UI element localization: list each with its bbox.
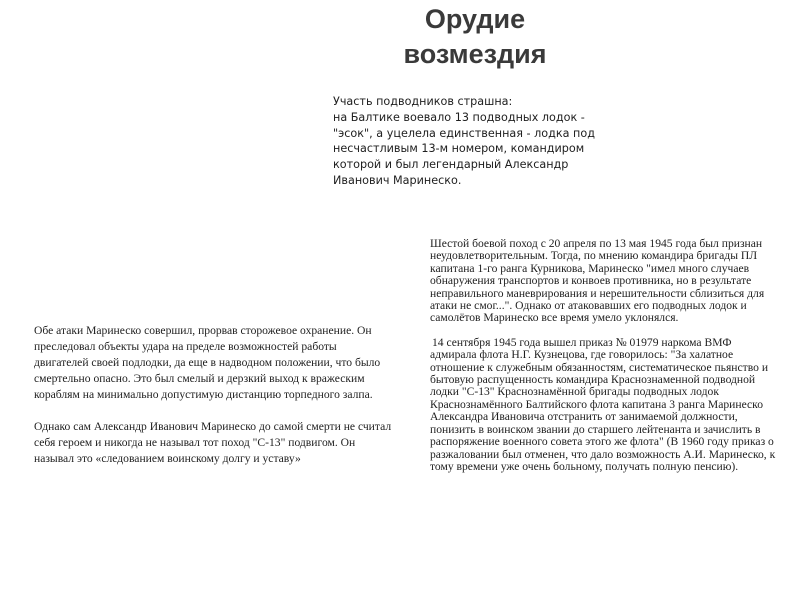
left-paragraph-hero: Однако сам Александр Иванович Маринеско до самой смерти не считал себя героем и никогда не называл тот поход "С-13" подвигом. Он называл это «следованием воинскому долгу и уставу» [34,420,392,465]
intro-line: Участь подводников страшна: [333,95,513,108]
intro-text [333,94,613,189]
intro-line: на Балтике воевало 13 подводных лодок - [333,110,585,124]
left-paragraph-attacks: Обе атаки Маринеско совершил, прорвав сторожевое охранение. Он преследовал объекты удара на пределе возможностей работы двигателей своей подлодки, да еще в надводном положении, что было смертельно опасно. Это был смелый и дерзкий выход к вражеским кораблям на минимально допустимую дистанцию торпедного залпа. [34,324,381,401]
slide-title-line-2: возмездия [403,39,547,69]
slide-title [330,2,620,72]
intro-line: которой и был легендарный Александр [333,158,569,172]
right-paragraph-order: 14 сентября 1945 года вышел приказ № 01979 наркома ВМФ адмирала флота Н.Г. Кузнецова, где говорилось: "За халатное отношение к служебным обязанностям, систематическое пьянство и бытовую распущенность командира Краснознаменной подводной лодки "С-13" Краснознамённой бригады подводных лодок Краснознамённого Балтийского флота капитана 3 ранга Маринеско Александра Ивановича отстранить от занимаемой должности, понизить в воинском звании до старшего лейтенанта и зачислить в распоряжение военного совета этого же флота" (В 1960 году приказ о разжаловании был отменен, что дало возможность А.И. Маринеско, к тому времени уже очень больному, получать полную пенсию). [430,335,776,473]
intro-line: Иванович Маринеско. [333,173,462,187]
right-paragraph-sixth-patrol: Шестой боевой поход с 20 апреля по 13 мая 1945 года был признан неудовлетворительным. Тогда, по мнению командира бригады ПЛ капитана 1-го ранга Курникова, Маринеско "имел много случаев обнаружения транспортов и конвоев противника, но в результате неправильного маневрирования и нерешительности сблизиться для атаки не смог...". Однако от атаковавших его подводных лодок и самолётов Маринеско все время умело уклонялся. [430,237,765,325]
intro-line: "эсок", а уцелела единственная - лодка под [333,126,595,140]
left-text-column [34,323,394,483]
intro-line: несчастливым 13-м номером, командиром [333,142,585,156]
right-text-column [430,238,780,485]
slide-title-line-1: Орудие [424,4,526,34]
